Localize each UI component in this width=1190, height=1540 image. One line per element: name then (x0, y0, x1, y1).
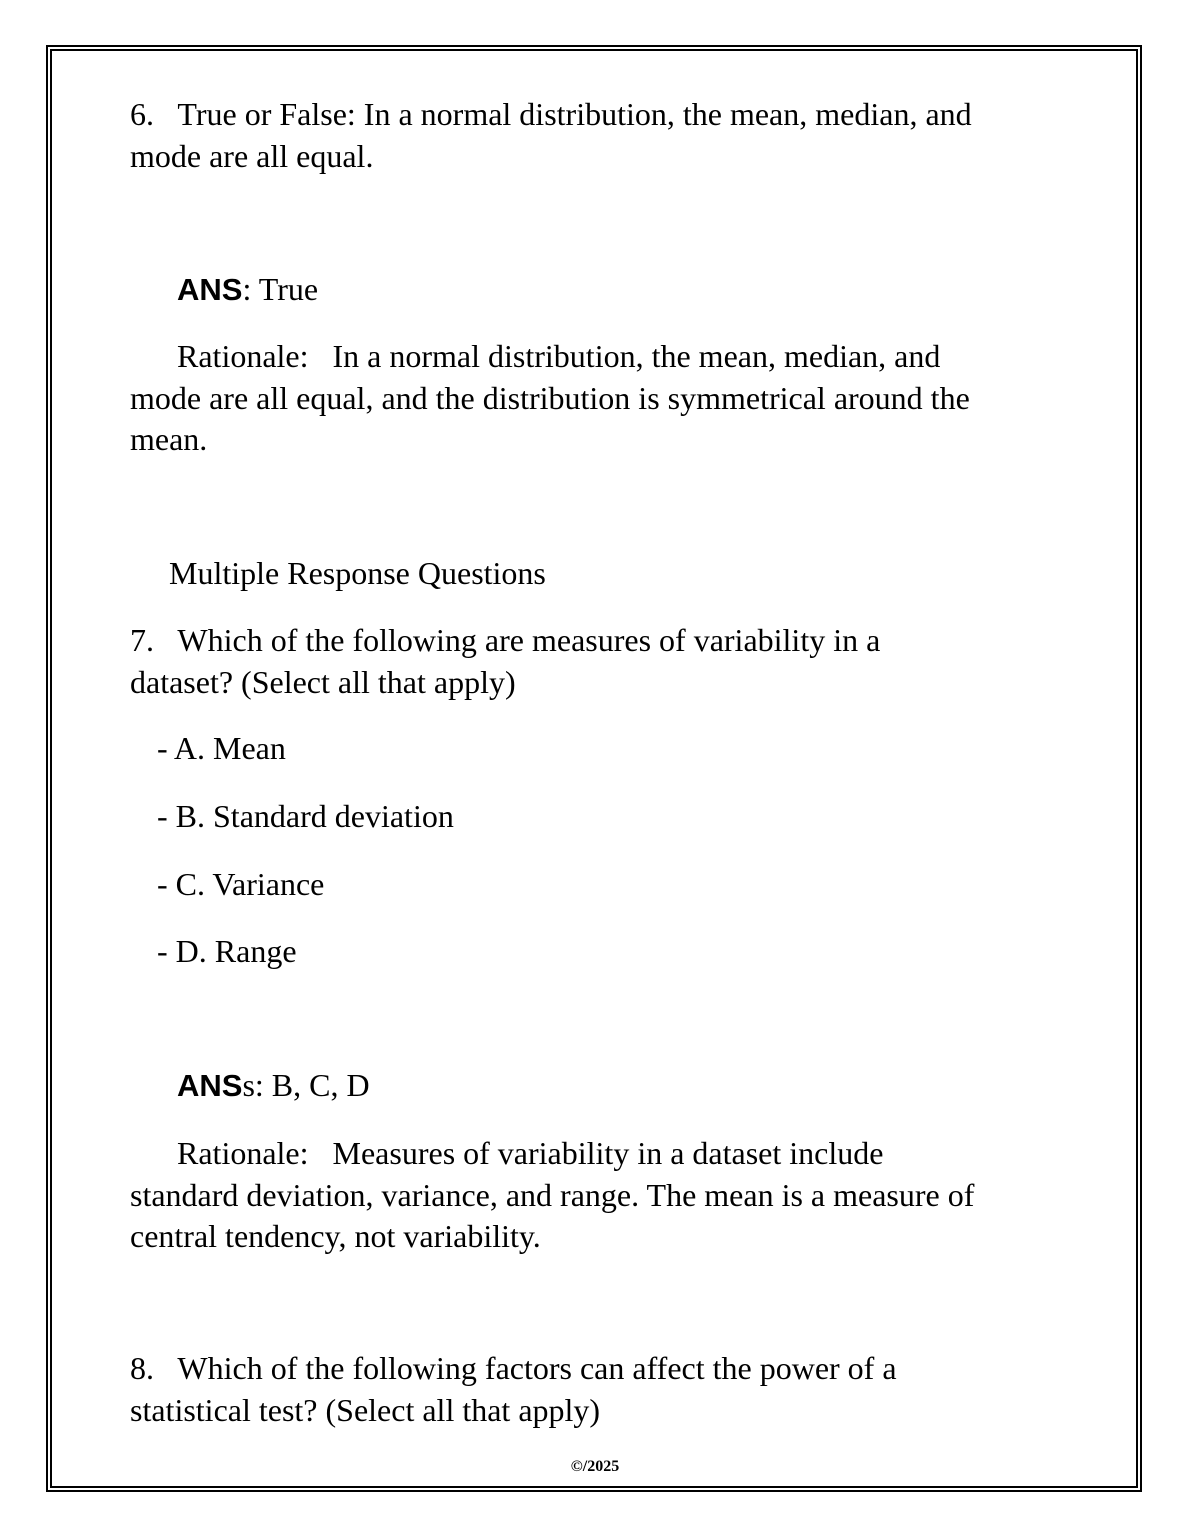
question-8 (130, 1348, 897, 1431)
answer-7 (177, 1065, 370, 1107)
question-text: 8. Which of the following factors can affect the power of a (130, 1350, 897, 1386)
rationale-6 (130, 336, 970, 461)
rationale-text: Rationale: Measures of variability in a dataset include (177, 1135, 884, 1171)
rationale-text: standard deviation, variance, and range. The mean is a measure of (130, 1176, 975, 1213)
question-text: statistical test? (Select all that apply) (130, 1391, 601, 1428)
ans-value: : True (242, 271, 319, 307)
answer-6 (177, 269, 318, 311)
rationale-text: central tendency, not variability. (130, 1218, 541, 1254)
ans-label: ANS (177, 1068, 243, 1103)
section-heading: Multiple Response Questions (169, 555, 546, 591)
rationale-text: Rationale: In a normal distribution, the mean, median, and (177, 338, 941, 374)
question-text: 7. Which of the following are measures of variability in a (130, 622, 881, 658)
question-text: dataset? (Select all that apply) (130, 663, 516, 700)
question-text: 6. True or False: In a normal distribution, the mean, median, and (130, 96, 972, 132)
option-b: - B. Standard deviation (157, 798, 454, 834)
ans-value: s: B, C, D (242, 1067, 370, 1103)
rationale-text: mode are all equal, and the distribution is symmetrical around the (130, 379, 970, 416)
option-a: - A. Mean (157, 730, 286, 766)
question-text: mode are all equal. (130, 137, 374, 174)
option-d: - D. Range (157, 933, 297, 969)
question-7 (130, 620, 880, 703)
rationale-text: mean. (130, 421, 208, 457)
footer-copyright: ©/2025 (570, 1458, 620, 1475)
ans-label: ANS (177, 272, 243, 307)
rationale-7 (130, 1133, 974, 1258)
question-6 (130, 94, 972, 177)
option-c: - C. Variance (157, 866, 325, 902)
